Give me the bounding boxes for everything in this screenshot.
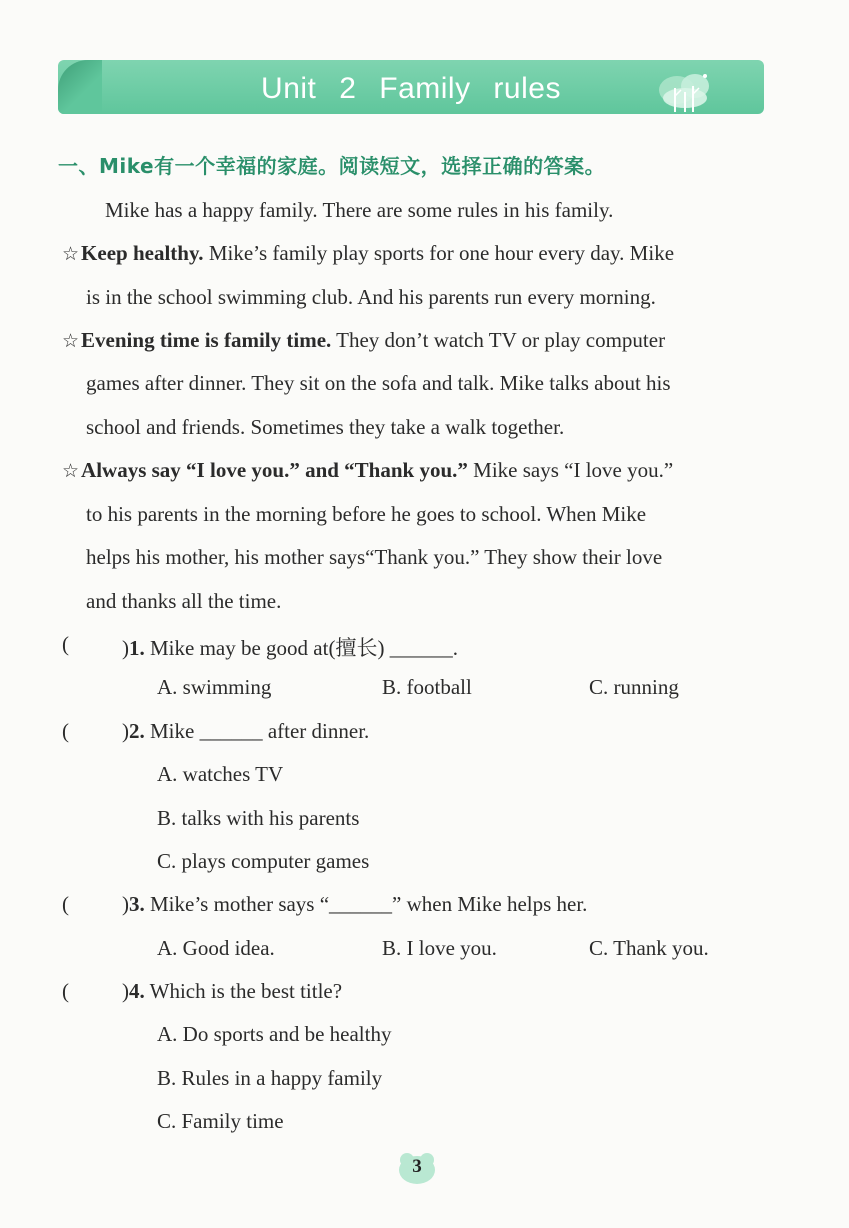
q3-text: Mike’s mother says “______” when Mike helps her.: [150, 892, 588, 916]
rule-2-text-1: They don’t watch TV or play computer: [336, 328, 666, 352]
q1-option-a[interactable]: A. swimming: [157, 675, 272, 699]
q3-number: 3.: [129, 892, 145, 916]
rule-1-line-2: is in the school swimming club. And his parents run every morning.: [86, 285, 656, 309]
q3-option-b[interactable]: B. I love you.: [382, 936, 497, 960]
q4-answer-open-paren: (: [62, 979, 69, 1003]
q4-text: Which is the best title?: [149, 979, 343, 1003]
unit-label: Unit 2: [261, 72, 357, 105]
star-icon: ☆: [62, 460, 80, 482]
q4-option-a[interactable]: A. Do sports and be healthy: [157, 1022, 392, 1046]
unit-topic: Family rules: [379, 72, 561, 105]
page-number: 3: [412, 1156, 422, 1177]
rule-3-line-2: to his parents in the morning before he goes to school. When Mike: [86, 502, 647, 526]
rule-3-title: Always say “I love you.” and “Thank you.”: [81, 458, 468, 482]
rule-3-line-3: helps his mother, his mother says“Thank you.” They show their love: [86, 545, 663, 569]
star-icon: ☆: [62, 243, 80, 265]
q2-number: 2.: [129, 719, 145, 743]
tree-cloud-icon: [655, 68, 715, 114]
passage-intro: Mike has a happy family. There are some rules in his family.: [105, 198, 614, 222]
page-number-badge: [397, 1150, 437, 1186]
q4-close-paren: ): [122, 979, 129, 1003]
rule-2-line-1: [62, 328, 665, 353]
q4-number: 4.: [129, 979, 145, 1003]
q3-option-a[interactable]: A. Good idea.: [157, 936, 275, 960]
q1-text: Mike may be good at(擅长) ______.: [150, 636, 458, 660]
q2-stem: [122, 719, 369, 744]
q3-stem: [122, 892, 587, 917]
q1-stem: [122, 632, 458, 662]
q1-close-paren: ): [122, 636, 129, 660]
q3-option-c[interactable]: C. Thank you.: [589, 936, 709, 960]
rule-2-line-3: school and friends. Sometimes they take a walk together.: [86, 415, 565, 439]
q4-option-b[interactable]: B. Rules in a happy family: [157, 1066, 383, 1090]
rule-1-title: Keep healthy.: [81, 241, 204, 265]
rule-3-line-1: [62, 458, 673, 483]
q4-stem: [122, 979, 342, 1004]
q2-answer-open-paren: (: [62, 719, 69, 743]
q3-close-paren: ): [122, 892, 129, 916]
q4-option-c[interactable]: C. Family time: [157, 1109, 284, 1133]
q2-close-paren: ): [122, 719, 129, 743]
rule-3-line-4: and thanks all the time.: [86, 589, 282, 613]
q1-option-c[interactable]: C. running: [589, 675, 679, 699]
q1-answer-open-paren: (: [62, 632, 69, 656]
rule-1-text-1: Mike’s family play sports for one hour every day. Mike: [208, 241, 675, 265]
rule-2-line-2: games after dinner. They sit on the sofa and talk. Mike talks about his: [86, 371, 671, 395]
rule-1-line-1: [62, 241, 764, 266]
section-heading: 一、Mike有一个幸福的家庭。阅读短文，选择正确的答案。: [58, 154, 606, 178]
q3-answer-open-paren: (: [62, 892, 69, 916]
q1-option-b[interactable]: B. football: [382, 675, 472, 699]
q2-option-b[interactable]: B. talks with his parents: [157, 806, 360, 830]
q2-option-c[interactable]: C. plays computer games: [157, 849, 370, 873]
q1-number: 1.: [129, 636, 145, 660]
rule-3-text-1: Mike says “I love you.”: [473, 458, 674, 482]
star-icon: ☆: [62, 330, 80, 352]
q2-option-a[interactable]: A. watches TV: [157, 762, 284, 786]
q2-text: Mike ______ after dinner.: [150, 719, 370, 743]
rule-2-title: Evening time is family time.: [81, 328, 332, 352]
